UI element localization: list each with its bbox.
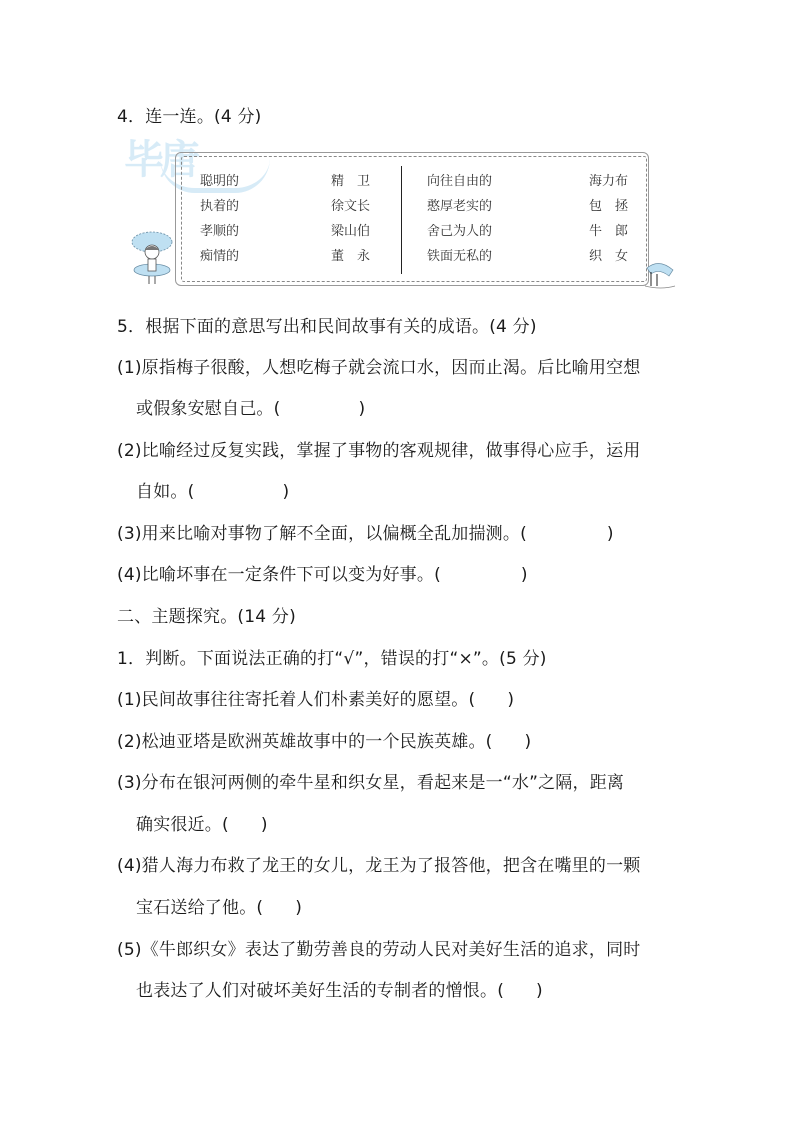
q5-item-2-text: 自如。(	[136, 482, 195, 502]
judge-item-2-text: (2)松迪亚塔是欧洲英雄故事中的一个民族英雄。(	[117, 732, 493, 752]
section2-q1-title: 1．判断。下面说法正确的打“√”，错误的打“×”。(5 分)	[117, 649, 547, 669]
q5-item-4-text: (4)比喻坏事在一定条件下可以变为好事。(	[117, 565, 441, 585]
left-name[interactable]: 徐文长	[331, 199, 371, 214]
right-descriptor[interactable]: 舍己为人的	[427, 224, 493, 239]
judge-item-4-line1: (4)猎人海力布救了龙王的女儿，龙王为了报答他，把含在嘴里的一颗	[117, 856, 641, 876]
close-paren: )	[524, 732, 532, 752]
q5-item-3-text: (3)用来比喻对事物了解不全面，以偏概全乱加揣测。(	[117, 524, 527, 544]
judge-item-3-line1: (3)分布在银河两侧的牵牛星和织女星，看起来是一“水”之隔，距离	[117, 773, 625, 793]
judge-item-5-line1: (5)《牛郎织女》表达了勤劳善良的劳动人民对美好生活的追求，同时	[117, 940, 641, 960]
close-paren: )	[358, 399, 366, 419]
close-paren: )	[507, 690, 515, 710]
close-paren: )	[606, 524, 614, 544]
watermark-logo: 毕唐	[124, 137, 196, 183]
left-name[interactable]: 梁山伯	[331, 224, 371, 239]
left-descriptor[interactable]: 孝顺的	[200, 224, 240, 239]
judge-item-3-text: 确实很近。(	[136, 815, 229, 835]
judge-item-5-text: 也表达了人们对破坏美好生活的专制者的憎恨。(	[136, 981, 505, 1001]
q5-item-1-line2	[136, 398, 365, 420]
q5-item-4	[117, 564, 528, 586]
section2-title: 二、主题探究。(14 分)	[117, 607, 296, 627]
q5-item-3	[117, 523, 614, 545]
judge-item-4-text: 宝石送给了他。(	[136, 898, 264, 918]
close-paren: )	[295, 898, 303, 918]
q5-item-2-line2	[136, 481, 289, 503]
q5-item-1-line1: (1)原指梅子很酸，人想吃梅子就会流口水，因而止渴。后比喻用空想	[117, 358, 641, 378]
judge-item-3-line2	[136, 814, 268, 836]
q5-item-1-text: 或假象安慰自己。(	[136, 399, 281, 419]
right-name[interactable]: 海力布	[589, 174, 629, 189]
close-paren: )	[282, 482, 290, 502]
matching-box-dashed-frame	[181, 156, 647, 282]
right-descriptor[interactable]: 铁面无私的	[427, 249, 493, 264]
column-divider	[401, 166, 402, 274]
judge-item-1-text: (1)民间故事往往寄托着人们朴素美好的愿望。(	[117, 690, 476, 710]
q4-title: 4．连一连。(4 分)	[117, 107, 262, 127]
judge-item-5-line2	[136, 980, 543, 1002]
right-descriptor[interactable]: 憨厚老实的	[427, 199, 493, 214]
right-name[interactable]: 包 拯	[589, 199, 629, 214]
judge-item-2	[117, 731, 531, 753]
q5-item-2-line1: (2)比喻经过反复实践，掌握了事物的客观规律，做事得心应手，运用	[117, 441, 641, 461]
left-descriptor[interactable]: 聪明的	[200, 174, 240, 189]
close-paren: )	[520, 565, 528, 585]
right-name[interactable]: 织 女	[589, 249, 629, 264]
judge-item-1	[117, 689, 514, 711]
girl-umbrella-illustration	[128, 228, 176, 288]
right-descriptor[interactable]: 向往自由的	[427, 174, 493, 189]
left-descriptor[interactable]: 痴情的	[200, 249, 240, 264]
left-name[interactable]: 精 卫	[331, 174, 371, 189]
q5-title: 5．根据下面的意思写出和民间故事有关的成语。(4 分)	[117, 317, 537, 337]
boy-illustration	[645, 258, 677, 290]
left-name[interactable]: 董 永	[331, 249, 371, 264]
left-descriptor[interactable]: 执着的	[200, 199, 240, 214]
close-paren: )	[260, 815, 268, 835]
close-paren: )	[536, 981, 543, 1001]
right-name[interactable]: 牛 郎	[589, 224, 629, 239]
judge-item-4-line2	[136, 897, 302, 919]
matching-exercise	[120, 137, 680, 292]
